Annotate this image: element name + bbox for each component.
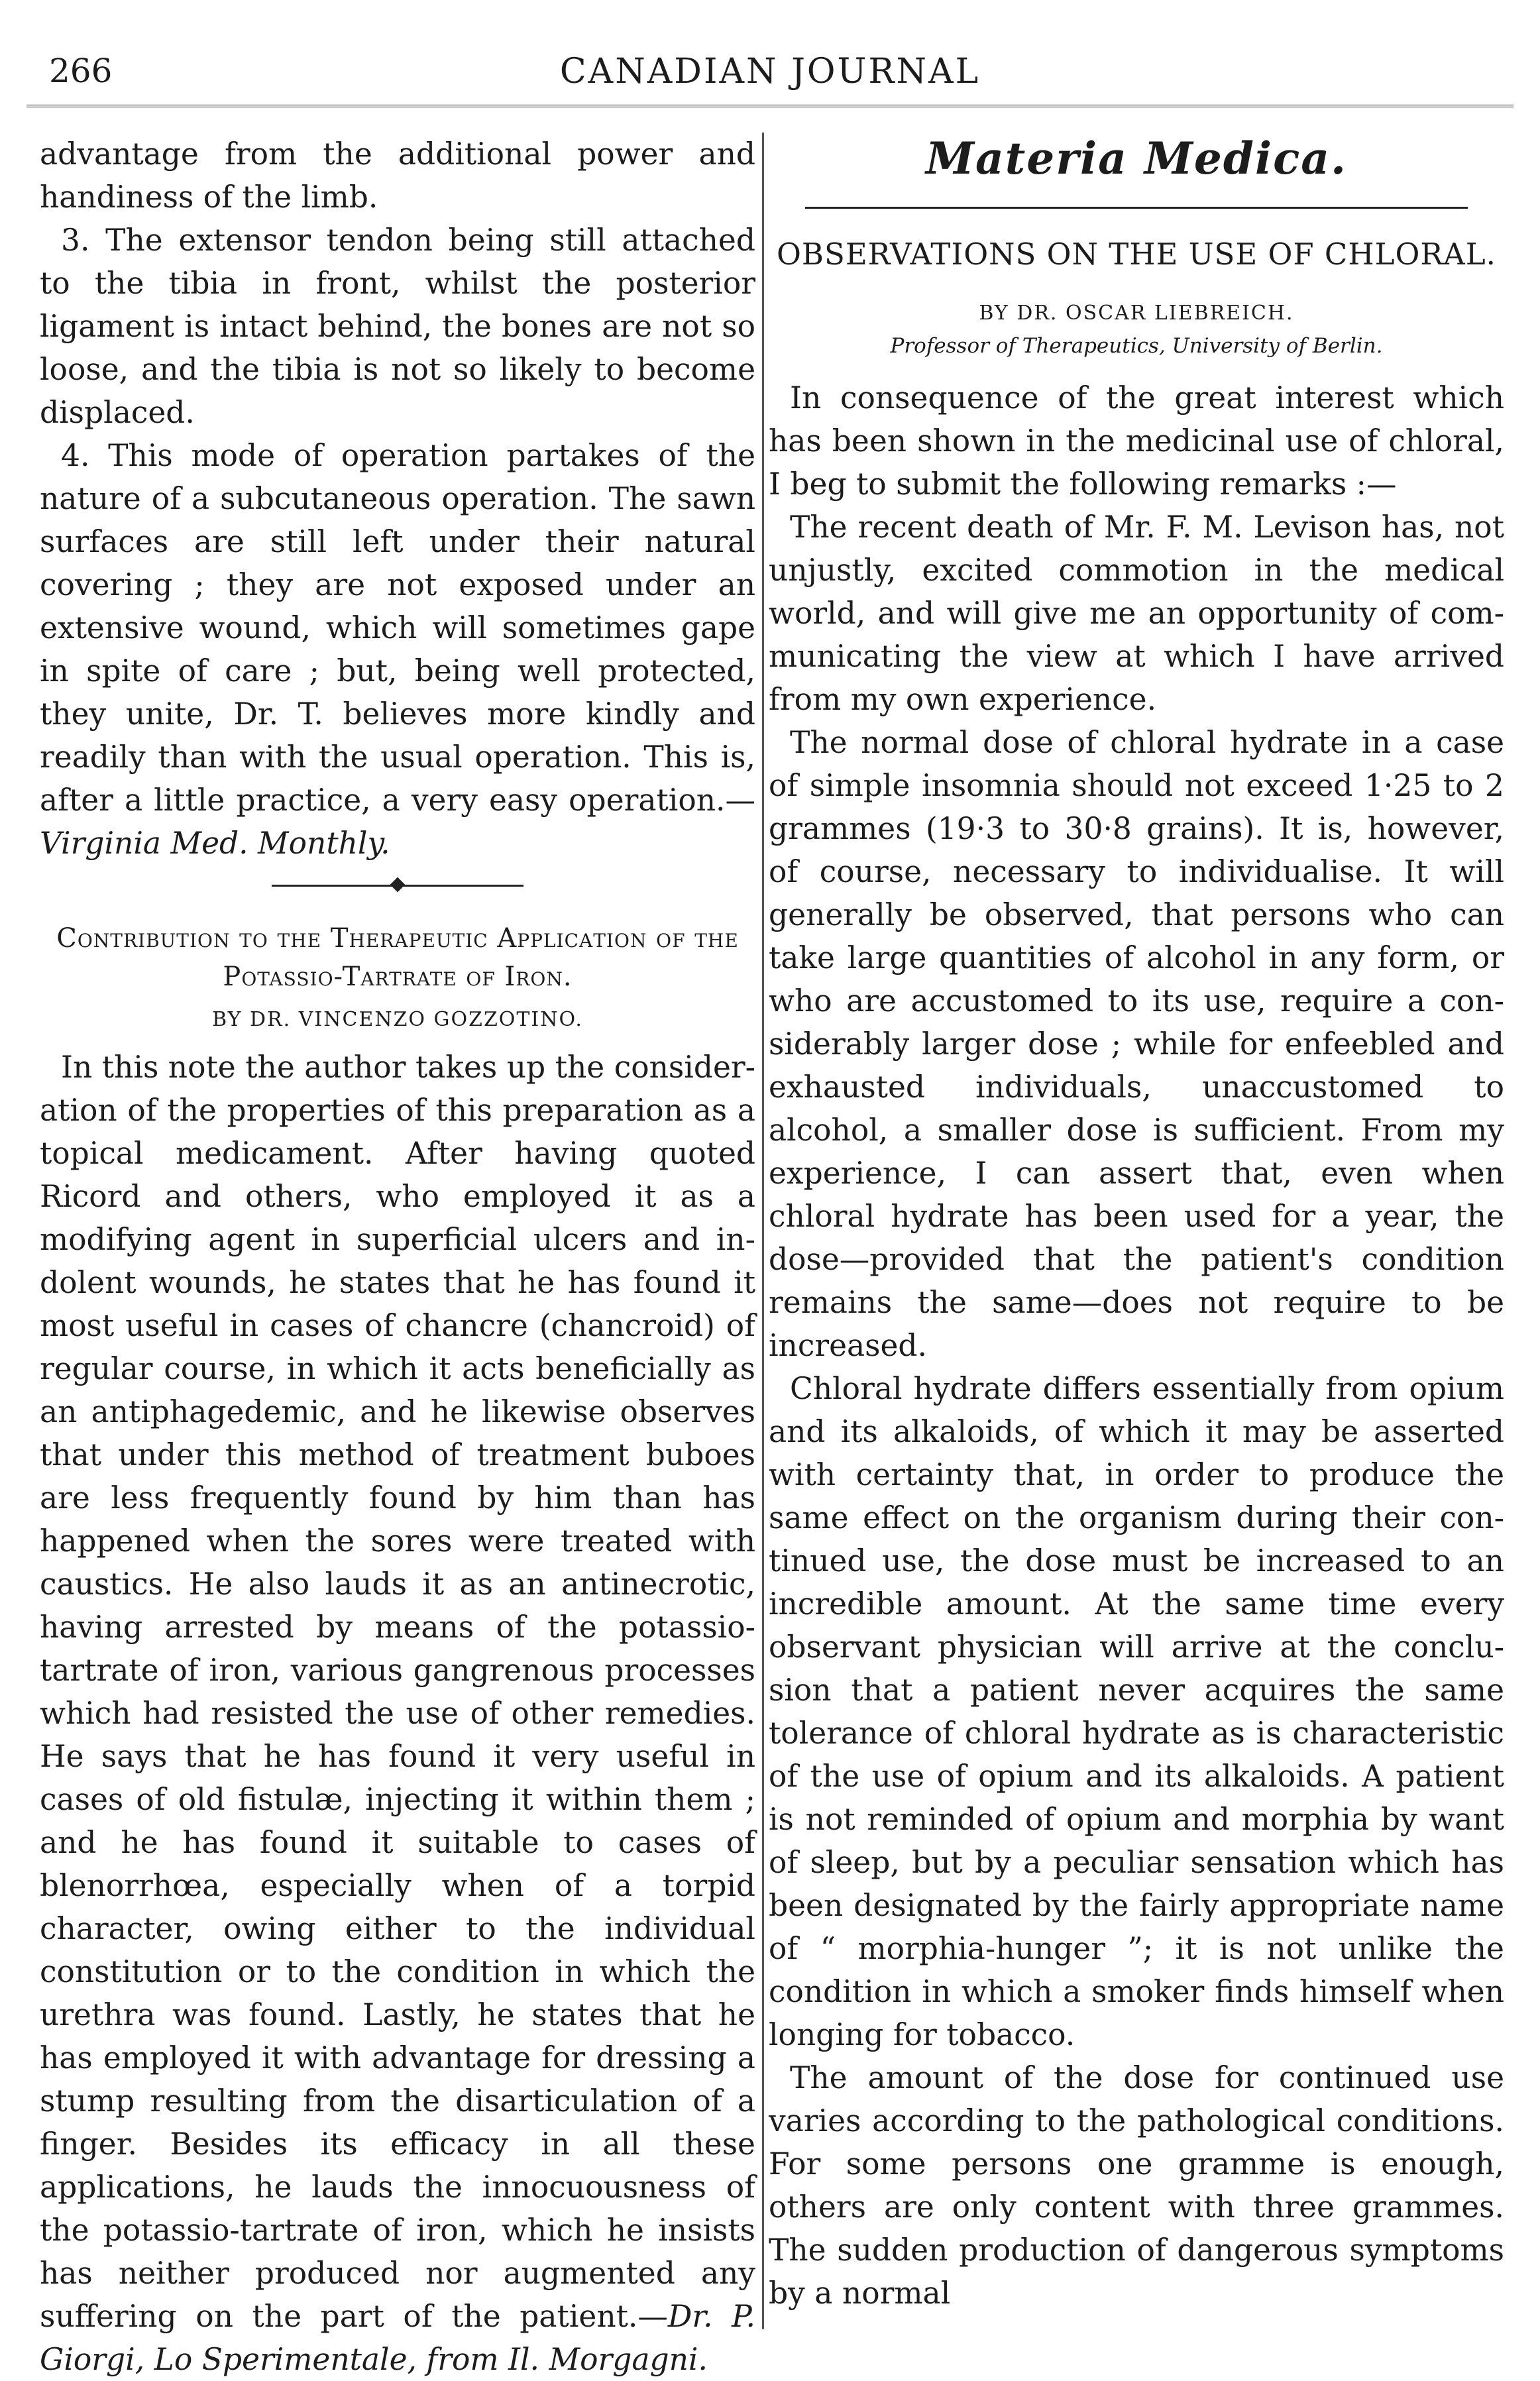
citation: Virginia Med. Monthly. (40, 826, 390, 861)
paragraph: The amount of the dose for continued use varies according to the pathological conditions. For some persons one gramme is enough, others are only content with three grammes. The sudden production of dangerous symptoms by a normal (769, 2060, 1504, 2311)
section-heading: Materia Medica. (925, 133, 1348, 184)
article-title: OBSERVATIONS ON THE USE OF CHLORAL. (777, 237, 1496, 272)
paragraph: The normal dose of chloral hydrate in a case of simple insomnia should not exceed 1·25 to 2 grammes (19·3 to 30·8 grains). It is, however, of course, necessary to individualise. It will generally be observed, that persons who can take large quantities of alcohol in any form, or who are accustomed to its use, require a considerably larger dose ; while for enfeebled and exhausted individuals, unaccustomed to alcohol, a smaller dose is sufficient. From my experience, I can assert that, even when chloral hydrate has been used for a year, the dose—provided that the patient's condition remains the same—does not require to be increased. (769, 725, 1504, 1363)
right-column (769, 133, 1504, 2329)
article-byline: BY DR. OSCAR LIEBREICH. (979, 302, 1294, 325)
paragraph: 3. The extensor tendon being still attached to the tibia in front, whilst the posterior ligament is intact behind, the bones are not so loose, and the tibia is not so likely to become displaced. (40, 223, 755, 430)
section-rule (805, 207, 1468, 209)
running-head (37, 40, 1503, 93)
paragraph: advantage from the additional power and handiness of the limb. (40, 137, 755, 215)
left-column (40, 133, 756, 2377)
paragraph-with-citation (40, 434, 755, 865)
article-paragraph (40, 1046, 755, 2381)
page-number: 266 (49, 52, 113, 90)
header-rule (27, 105, 1513, 113)
paragraph: Chloral hydrate differs essentially from opium and its alkaloids, of which it may be asserted with certainty that, in order to produce the same effect on the organism during their continued use, the dose must be increased to an incredible amount. At the same time every observant physician will arrive at the conclusion that a patient never acquires the same tolerance of chloral hydrate as is characteristic of the use of opium and its alkaloids. A patient is not reminded of opium and morphia by want of sleep, but by a peculiar sensation which has been designated by the fairly appropriate name of “ morphia-hunger ”; it is not unlike the condition in which a smoker finds himself when longing for tobacco. (769, 1371, 1504, 2052)
paragraph: In consequence of the great interest which has been shown in the medicinal use of chloral, I beg to submit the following remarks :— (769, 380, 1504, 502)
article-byline: BY DR. VINCENZO GOZZOTINO. (212, 1008, 583, 1031)
ornament-divider (272, 871, 523, 898)
paragraph-text: 4. This mode of operation partakes of the nature of a subcutaneous operation. The sawn surfaces are still left under their natural covering ; they are not exposed under an extensive wound, which will sometimes gape in spite of care ; but, being well protected, they unite, Dr. T. believes more kindly and readily than with the usual operation. This is, after a little practice, a very easy operation.— (40, 438, 755, 818)
article-title: Contribution to the Therapeutic Application of the Potassio-Tartrate of Iron. (56, 923, 739, 992)
paragraph: The recent death of Mr. F. M. Levison has, not unjustly, excited commotion in the medical world, and will give me an opportunity of communicating the view at which I have arrived from my own experience. (769, 510, 1504, 717)
author-affiliation: Professor of Therapeutics, University of Berlin. (890, 334, 1383, 358)
column-divider (762, 133, 764, 2329)
paragraph-text: In this note the author takes up the consideration of the properties of this preparation as a topical medicament. After having quoted Ricord and others, who employed it as a modifying agent in superficial ulcers and indolent wounds, he states that he has found it most useful in cases of chancre (chancroid) of regular course, in which it acts beneficially as an antiphagedemic, and he likewise observes that under this method of treatment buboes are less frequently found by him than has happened when the sores were treated with caustics. He also lauds it as an antinecrotic, having arrested by means of the potassio-tartrate of iron, various gangrenous processes which had resisted the use of other remedies. He says that he has found it very useful in cases of old fistulæ, injecting it within them ; and he has found it suitable to cases of blenorrhœa, especially when of a torpid character, owing either to the individual constitution or to the condition in which the urethra was found. Lastly, he states that he has employed it with advantage for dressing a stump resulting from the disarticulation of a finger. Besides its efficacy in all these applications, he lauds the innocuousness of the potassio-tartrate of iron, which he insists has neither produced nor augmented any suffering on the part of the patient.— (40, 1050, 755, 2334)
journal-title: CANADIAN JOURNAL (559, 52, 981, 91)
citation: Dr. P. Giorgi, Lo Sperimentale, from Il. Morgagni. (40, 2299, 756, 2377)
ornament-diamond (390, 877, 406, 893)
